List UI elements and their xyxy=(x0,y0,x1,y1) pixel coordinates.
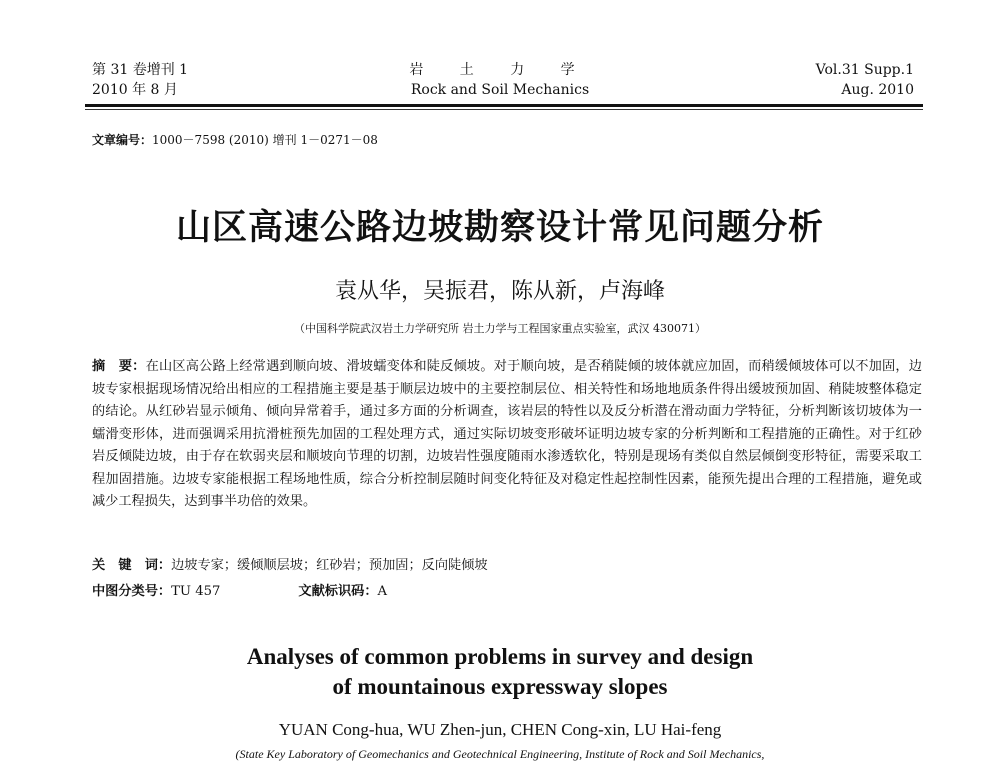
date-en: Aug. 2010 xyxy=(841,82,914,98)
doc-code-label: 文献标识码： xyxy=(298,584,378,599)
header-rule-thick xyxy=(85,104,923,107)
journal-name-en: Rock and Soil Mechanics xyxy=(410,82,590,98)
article-number-label: 文章编号： xyxy=(92,133,153,147)
date-cn: 2010 年 8 月 xyxy=(92,82,178,98)
paper-title-cn: 山区高速公路边坡勘察设计常见问题分析 xyxy=(175,208,824,248)
keywords-text: 边坡专家；缓倾顺层坡；红砂岩；预加固；反向陡倾坡 xyxy=(171,558,488,573)
paper-title-en-line2: of mountainous expressway slopes xyxy=(332,674,668,699)
keywords-label: 关 键 词： xyxy=(92,558,172,573)
classification-line xyxy=(92,580,387,599)
article-number-value: 1000－7598 (2010) 增刊 1－0271－08 xyxy=(152,133,378,147)
clc-value: TU 457 xyxy=(171,584,221,599)
keywords-cn xyxy=(92,554,488,573)
volume-cn: 第 31 卷增刊 1 xyxy=(92,62,189,78)
authors-en: YUAN Cong-hua, WU Zhen-jun, CHEN Cong-xin, LU Hai-feng xyxy=(278,720,722,739)
volume-en: Vol.31 Supp.1 xyxy=(815,62,914,78)
abstract-label: 摘 要： xyxy=(92,359,146,374)
authors-cn: 袁从华，吴振君，陈从新，卢海峰 xyxy=(334,279,665,304)
abstract-cn xyxy=(92,356,922,514)
paper-title-en xyxy=(0,642,1000,702)
article-number xyxy=(92,131,378,148)
affiliation-cn: （中国科学院武汉岩土力学研究所 岩土力学与工程国家重点实验室，武汉 430071） xyxy=(294,322,706,335)
abstract-text: 在山区高公路上经常遇到顺向坡、滑坡蠕变体和陡反倾坡。对于顺向坡，是否稍陡倾的坡体就应加固，而稍缓倾坡体可以不加固，边坡专家根据现场情况给出相应的工程措施主要是基于顺层边坡中的主要控制层位、相关特性和场地地质条件得出缓坡预加固、稍陡坡整体稳定的结论。从红砂岩显示倾角、倾向异常着手，通过多方面的分析调查，该岩层的特性以及反分析潜在滑动面力学特征，分析判断该切坡体为一蠕滑变形体，进而强调采用抗滑桩预先加固的工程处理方式，通过实际切坡变形破坏证明边坡专家的分析判断和工程措施的正确性。对于红砂岩反倾陡边坡，由于存在软弱夹层和顺坡向节理的切割，边坡岩性强度随雨水渗透软化，特别是现场有类似自然层倾倒变形特征，需要采取工程加固措施。边坡专家能根据工程场地性质，综合分析控制层随时间变化特征及对稳定性起控制性因素，能预先提出合理的工程措施，避免或减少工程损失，达到事半功倍的效果。 xyxy=(92,359,922,509)
affiliation-en: (State Key Laboratory of Geomechanics and Geotechnical Engineering, Institute of Rock and Soil Mechanics, xyxy=(235,747,765,761)
clc-label: 中图分类号： xyxy=(92,584,172,599)
paper-title-en-line1: Analyses of common problems in survey and design xyxy=(246,644,754,669)
header-rule-thin xyxy=(85,109,923,110)
header-right xyxy=(816,60,914,100)
doc-code-value: A xyxy=(377,584,388,599)
journal-name-cn: 岩 土 力 学 xyxy=(409,62,591,78)
